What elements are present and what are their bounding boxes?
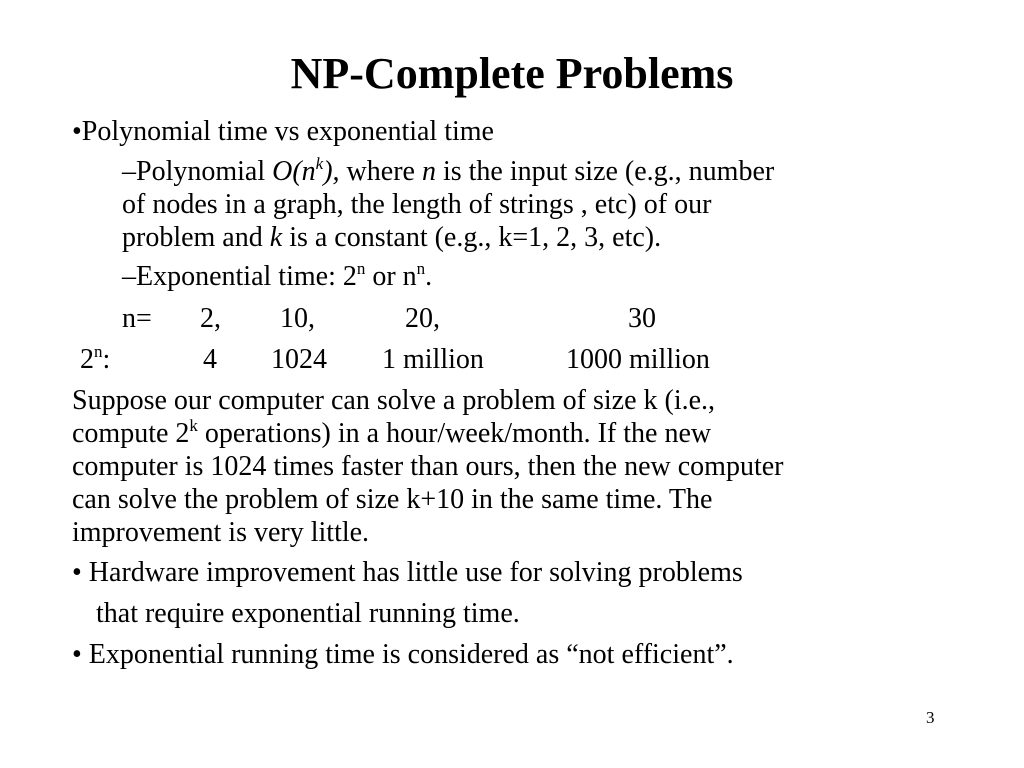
variable-k: k — [269, 222, 283, 253]
bullet-polynomial-vs-exponential: •Polynomial time vs exponential time — [72, 116, 494, 147]
table-row2-label: 2$^n$: — [80, 342, 111, 375]
table-row1-label: n= — [122, 303, 152, 334]
big-o-notation: $O(n^k)$, — [272, 154, 340, 187]
suppose-line-3: computer is 1024 times faster than ours, then the new computer — [72, 451, 784, 482]
exponent-k: k — [315, 154, 324, 173]
hardware-bullet-line-2: that require exponential running time. — [96, 598, 520, 629]
table-row2-value: 4 — [203, 344, 217, 375]
suppose-line-1: Suppose our computer can solve a problem of size k (i.e., — [72, 385, 716, 416]
variable-n: n — [421, 156, 436, 187]
table-row1-value: 30 — [628, 303, 656, 334]
exponential-time-line: –Exponential time: 2$^n$ or $n^n$. — [122, 259, 433, 292]
table-row1-value: 2, — [200, 303, 221, 334]
page-number: 3 — [926, 708, 935, 727]
hardware-bullet-line-1: • Hardware improvement has little use for solving problems — [72, 557, 743, 588]
polynomial-line-1: –Polynomial $O(n^k)$, where n is the input size (e.g., number — [122, 154, 775, 187]
slide-title: NP-Complete Problems — [290, 49, 734, 98]
polynomial-line-3: problem and k is a constant (e.g., k=1, 2, 3, etc). — [122, 222, 662, 253]
suppose-line-4: can solve the problem of size k+10 in the same time. The — [72, 484, 713, 515]
table-row2-value: 1024 — [271, 344, 327, 375]
polynomial-dash-label: –Polynomial — [122, 156, 273, 187]
table-row2-value: 1 million — [382, 344, 484, 375]
table-row1-value: 20, — [405, 303, 440, 334]
polynomial-line-2: of nodes in a graph, the length of strings , etc) of our — [122, 189, 712, 220]
conclusion-bullet: • Exponential running time is considered as “not efficient”. — [72, 639, 734, 670]
suppose-line-5: improvement is very little. — [72, 517, 370, 548]
table-row2-value: 1000 million — [566, 344, 710, 375]
suppose-line-2: compute 2$^k$ operations) in a hour/week/month. If the new — [72, 416, 712, 449]
table-row1-value: 10, — [280, 303, 315, 334]
